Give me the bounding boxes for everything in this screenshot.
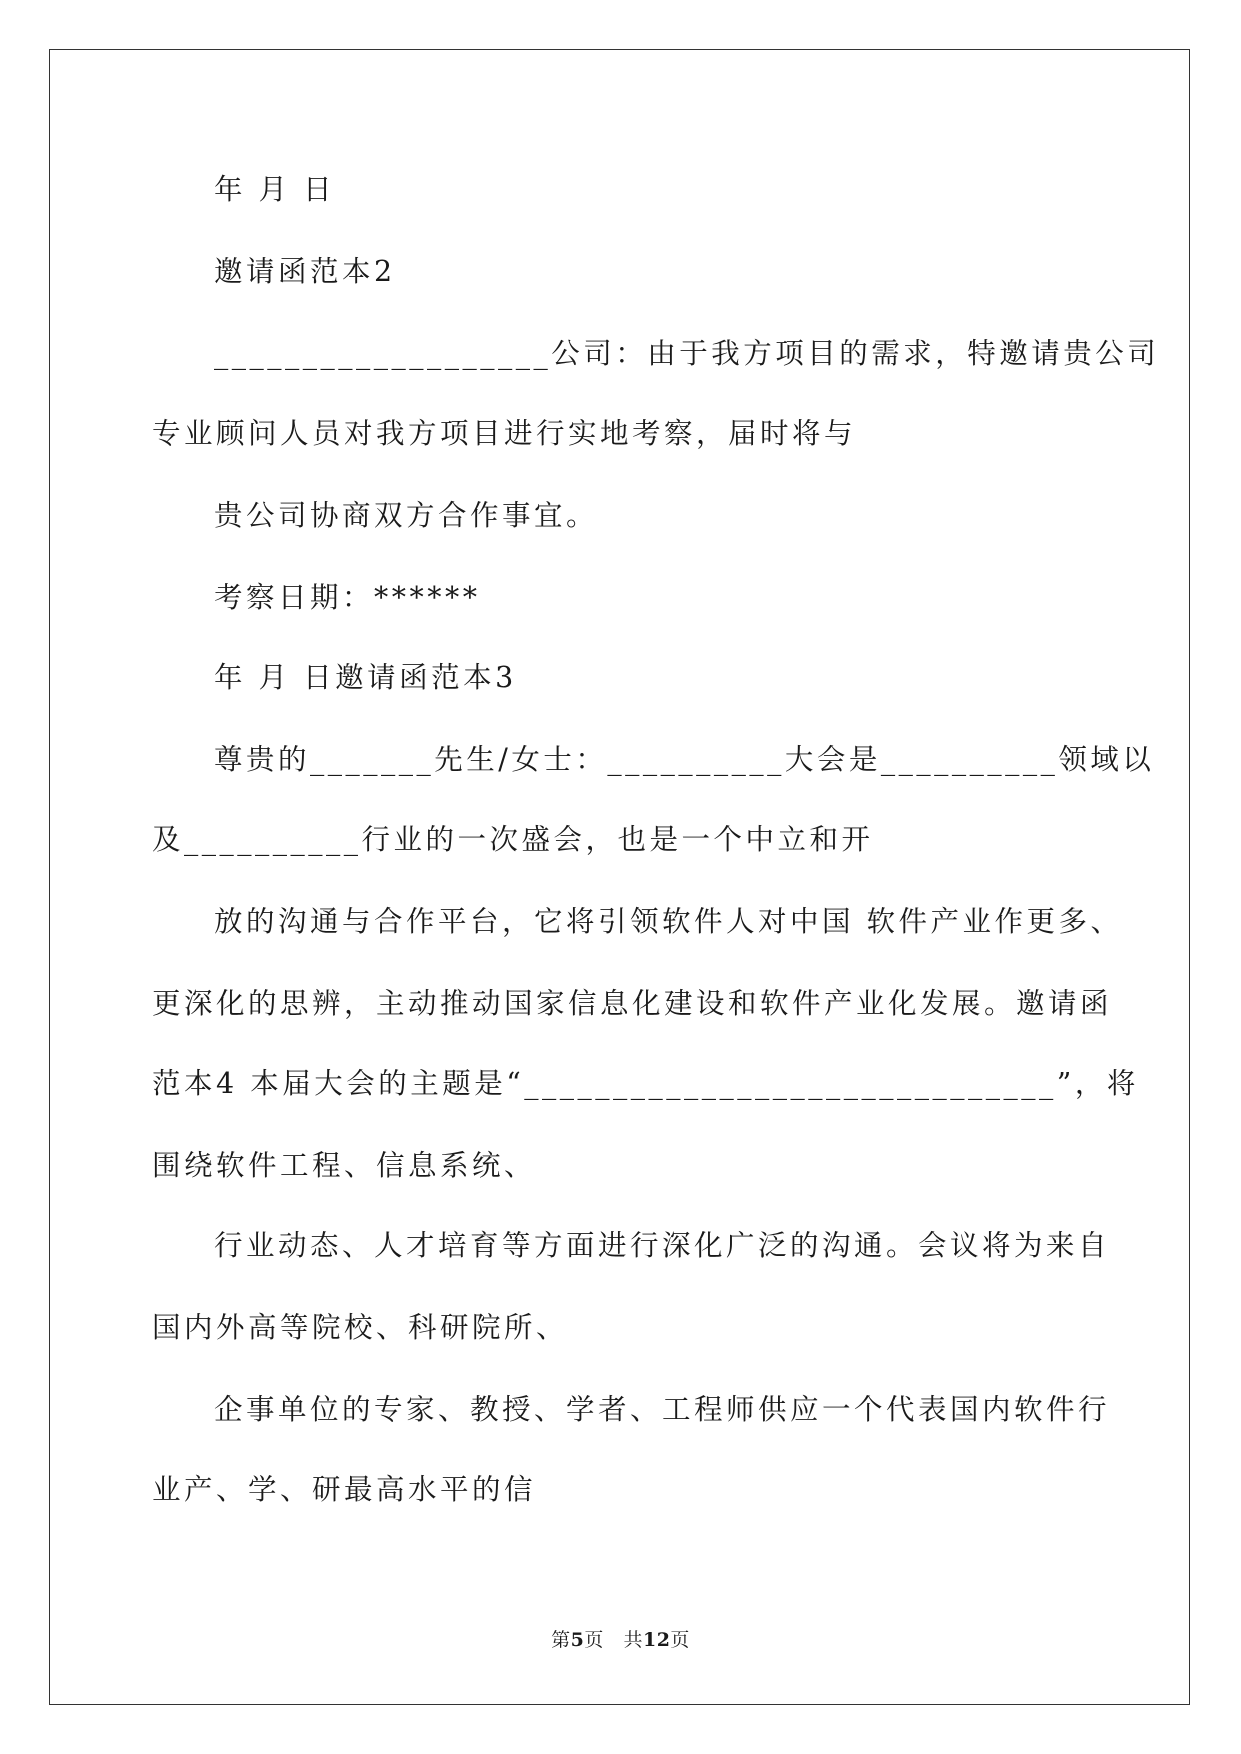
body-line: 更深化的思辨，主动推动国家信息化建设和软件产业化发展。邀请函 [152, 987, 1113, 1020]
body-line: ___________________公司：由于我方项目的需求，特邀请贵公司 [214, 337, 1160, 370]
inspection-date-line: 考察日期：****** [214, 581, 481, 614]
body-line: 放的沟通与合作平台，它将引领软件人对中国 软件产业作更多、 [214, 905, 1123, 938]
body-line: 范本4 本届大会的主题是“______________________________”，将 [152, 1067, 1139, 1100]
body-line: 及__________行业的一次盛会，也是一个中立和开 [152, 823, 874, 856]
footer-page-suffix: 页 [584, 1629, 604, 1651]
body-line: 国内外高等院校、科研院所、 [152, 1311, 569, 1344]
body-line: 行业动态、人才培育等方面进行深化广泛的沟通。会议将为来自 [214, 1229, 1111, 1262]
page-footer [0, 1625, 1241, 1652]
body-line: 围绕软件工程、信息系统、 [152, 1149, 537, 1182]
page-frame [49, 49, 1190, 1705]
total-pages: 12 [642, 1629, 671, 1651]
body-line: 专业顾问人员对我方项目进行实地考察，届时将与 [152, 417, 857, 450]
page-number: 5 [570, 1629, 585, 1651]
footer-prefix: 第 [551, 1629, 571, 1651]
body-line: 企事单位的专家、教授、学者、工程师供应一个代表国内软件行 [214, 1393, 1111, 1426]
body-line: 业产、学、研最高水平的信 [152, 1473, 537, 1506]
section-heading-3: 年 月 日邀请函范本3 [214, 661, 517, 694]
body-line: 尊贵的_______先生/女士：__________大会是__________领域以 [214, 743, 1155, 776]
date-line: 年 月 日 [214, 173, 336, 206]
footer-total-prefix: 共 [623, 1629, 643, 1651]
section-heading-2: 邀请函范本2 [214, 255, 396, 288]
footer-total-suffix: 页 [670, 1629, 690, 1651]
body-line: 贵公司协商双方合作事宜。 [214, 499, 599, 532]
